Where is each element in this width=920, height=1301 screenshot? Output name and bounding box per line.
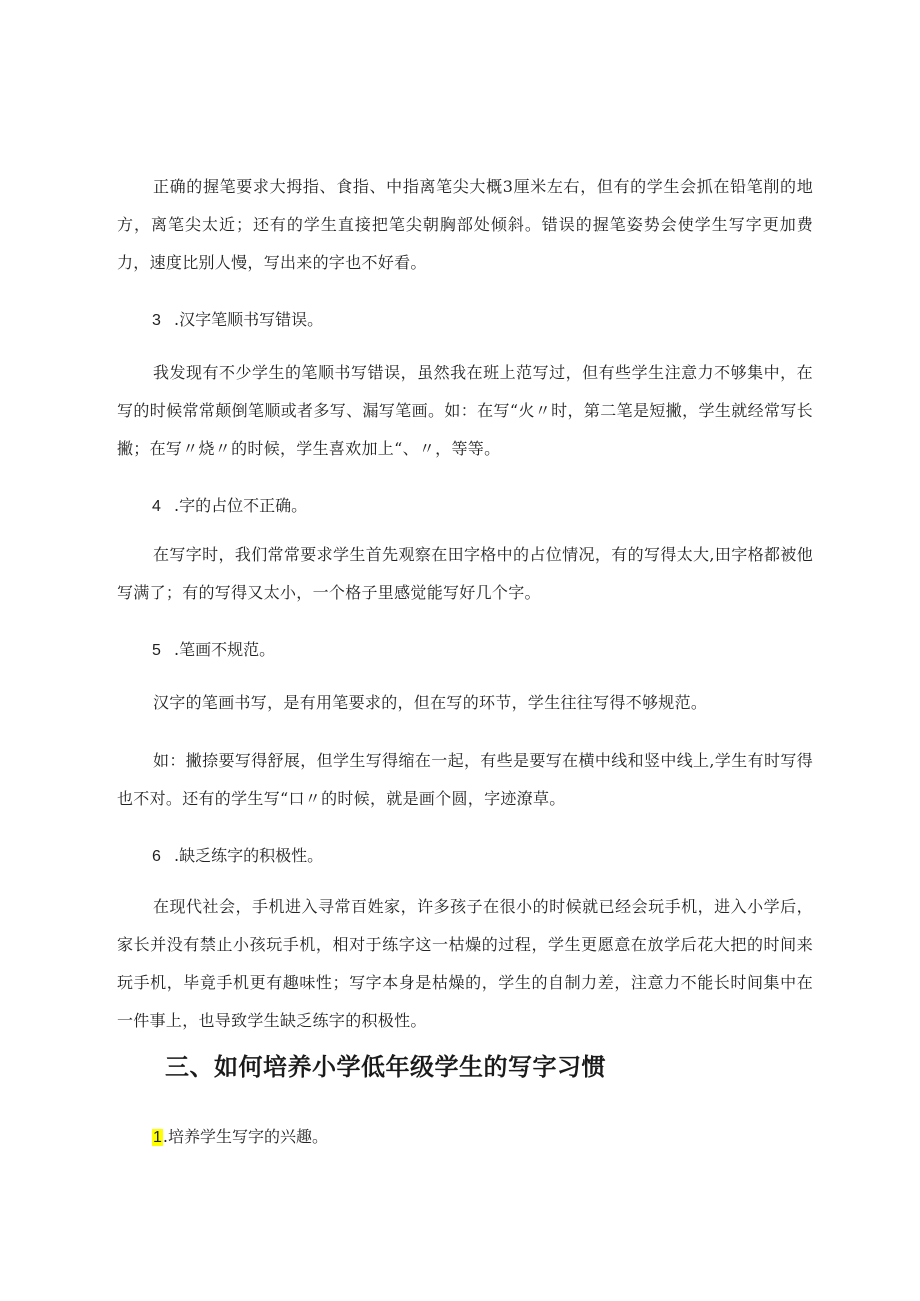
list-item-4 <box>152 494 307 519</box>
paragraph-stroke-standard: 汉字的笔画书写，是有用笔要求的，但在写的环节，学生往往写得不够规范。 <box>153 693 708 712</box>
list-item-number: 4 <box>152 498 161 515</box>
list-item-text: .笔画不规范。 <box>174 640 276 659</box>
list-item-text: .字的占位不正确。 <box>174 496 308 515</box>
paragraph-pen-grip: 正确的握笔要求大拇指、食指、中指离笔尖大概3厘米左右，但有的学生会抓在铅笔削的地方，离笔尖太近；还有的学生直接把笔尖朝胸部处倾斜。错误的握笔姿势会使学生写字更加费力，速度比别人慢，写出来的字也不好看。 <box>117 177 813 272</box>
subsection-item-1 <box>152 1124 328 1151</box>
list-item-6 <box>152 844 323 869</box>
subsection-text: .培养学生写字的兴趣。 <box>162 1127 328 1146</box>
list-item-text: .缺乏练字的积极性。 <box>174 846 324 865</box>
list-item-5 <box>152 638 275 663</box>
list-item-text: .汉字笔顺书写错误。 <box>174 310 324 329</box>
list-item-number: 6 <box>152 848 161 865</box>
highlighted-number: 1 <box>153 1129 162 1146</box>
list-item-number: 3 <box>152 312 161 329</box>
paragraph-stroke-example: 如：撇捺要写得舒展，但学生写得缩在一起，有些是要写在横中线和竖中线上,学生有时写得也不对。还有的学生写“口〃的时候，就是画个圆，字迹潦草。 <box>117 751 813 808</box>
paragraph-motivation: 在现代社会，手机进入寻常百姓家，许多孩子在很小的时候就已经会玩手机，进入小学后，家长并没有禁止小孩玩手机，相对于练字这一枯燥的过程，学生更愿意在放学后花大把的时间来玩手机，毕竟手机更有趣味性；写字本身是枯燥的，学生的自制力差，注意力不能长时间集中在一件事上，也导致学生缺乏练字的积极性。 <box>117 897 813 1030</box>
list-item-3 <box>152 308 323 333</box>
list-item-number: 5 <box>152 642 161 659</box>
paragraph-stroke-order: 我发现有不少学生的笔顺书写错误，虽然我在班上范写过，但有些学生注意力不够集中，在写的时候常常颠倒笔顺或者多写、漏写笔画。如：在写“火〃时，第二笔是短撇，学生就经常写长撇；在写〃烧〃的时候，学生喜欢加上“、〃，等等。 <box>117 363 813 458</box>
paragraph-character-position: 在写字时，我们常常要求学生首先观察在田字格中的占位情况，有的写得太大,田字格都被他写满了；有的写得又太小，一个格子里感觉能写好几个字。 <box>117 545 813 602</box>
section-heading: 三、如何培养小学低年级学生的写字习惯 <box>165 1052 606 1081</box>
